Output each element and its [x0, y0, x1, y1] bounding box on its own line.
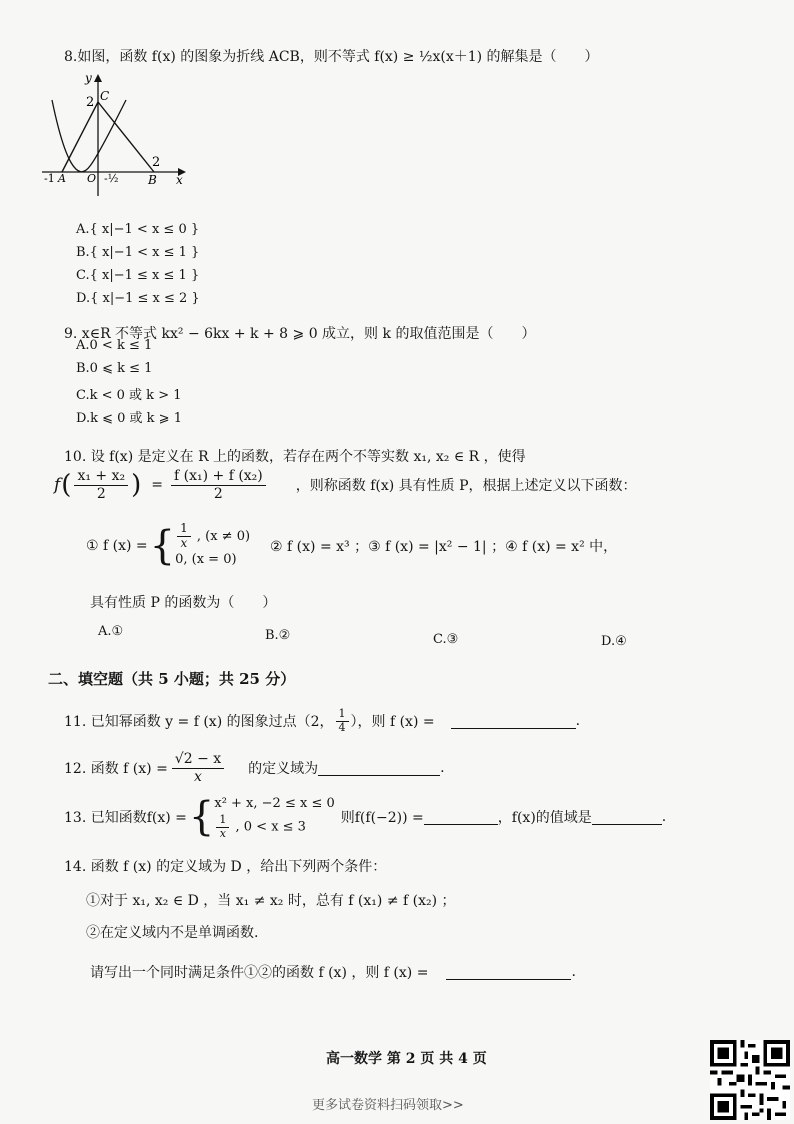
q9-option-b: B.0 ⩽ k ≤ 1	[76, 361, 153, 376]
q9-option-a: A.0 < k ≤ 1	[76, 338, 153, 353]
label-a: A	[58, 172, 66, 185]
q11-fraction	[336, 708, 349, 734]
label-b: B	[148, 173, 157, 187]
q12-prefix: 12. 函数 f (x) =	[64, 761, 168, 777]
q10-functions-line	[86, 516, 617, 576]
page-footer: 高一数学 第 2 页 共 4 页	[326, 1051, 487, 1067]
f1-case2: 0, (x = 0)	[175, 552, 237, 568]
q10-line1: 10. 设 f(x) 是定义在 R 上的函数，若存在两个不等实数 x₁, x₂ ∈ R ，使得	[64, 449, 526, 465]
f1-case1-cond: , (x ≠ 0)	[196, 528, 251, 544]
q12-answer-blank[interactable]	[318, 761, 440, 776]
q13-case2-num: 1	[216, 814, 229, 828]
q11-suffix: ），则 f (x) =	[350, 714, 435, 730]
q10-option-c: C.③	[433, 632, 459, 647]
q11-frac-num: 1	[336, 708, 349, 722]
q8-option-a: A.{ x|−1 < x ≤ 0 }	[76, 222, 200, 237]
q8-stem: 8.如图，函数 f(x) 的图象为折线 ACB，则不等式 f(x) ≥ ½x(x＋1) 的解集是（ ）	[64, 49, 599, 65]
q13-case2-cond: , 0 < x ≤ 3	[235, 819, 306, 835]
q8-option-b: B.{ x|−1 < x ≤ 1 }	[76, 245, 200, 260]
q14-cond2: ②在定义域内不是单调函数.	[86, 925, 259, 941]
q13-line	[64, 794, 666, 840]
lhs-denominator: 2	[96, 485, 106, 502]
right-paren: )	[131, 470, 142, 500]
parabola	[52, 100, 126, 172]
q13-cases	[214, 794, 334, 840]
q10-line2-tail: ，则称函数 f(x) 具有性质 P，根据上述定义以下函数：	[295, 478, 637, 494]
q10-option-b: B.②	[265, 628, 291, 643]
qr-code-icon[interactable]	[710, 1040, 790, 1120]
q13-case1: x² + x, −2 ≤ x ≤ 0	[214, 795, 335, 811]
equals-sign: =	[151, 477, 163, 493]
q13-answer-blank-2[interactable]	[592, 810, 662, 825]
q13-middle: 则f(f(−2)) =	[340, 810, 424, 826]
q10-definition-line	[54, 463, 637, 507]
left-paren: (	[61, 470, 72, 500]
label-y: y	[85, 71, 92, 85]
q14-ask: 请写出一个同时满足条件①②的函数 f (x) ，则 f (x) =	[90, 965, 429, 981]
f1-prefix: ① f (x) =	[86, 538, 148, 554]
q8-graph	[40, 70, 190, 200]
q14-ask-line	[90, 962, 576, 982]
section2-title: 二、填空题（共 5 小题；共 25 分）	[48, 670, 296, 688]
q13-prefix: 13. 已知函数f(x) =	[64, 810, 187, 826]
q9-option-c: C.k < 0 或 k > 1	[76, 388, 182, 403]
label-2x: 2	[152, 155, 161, 170]
q13-period: .	[661, 809, 667, 825]
q14-line1: 14. 函数 f (x) 的定义域为 D ，给出下列两个条件：	[64, 859, 387, 875]
q11-period: .	[575, 713, 581, 729]
scan-more-text: 更多试卷资料扫码领取>>	[312, 1098, 464, 1113]
f1-case1-den: x	[180, 535, 188, 550]
q14-cond1: ①对于 x₁, x₂ ∈ D ，当 x₁ ≠ x₂ 时，总有 f (x₁) ≠ f (x₂) ；	[86, 893, 456, 909]
q13-case2-den: x	[219, 826, 226, 840]
f1-case1	[175, 522, 250, 551]
q10-option-d: D.④	[601, 634, 627, 649]
f1-brace: {	[149, 523, 176, 569]
q8-option-c: C.{ x|−1 ≤ x ≤ 1 }	[76, 268, 200, 283]
q11-prefix: 11. 已知幂函数 y = f (x) 的图象过点（2，	[64, 714, 334, 730]
f1-cases	[175, 522, 250, 571]
q12-suffix: 的定义域为	[248, 761, 319, 777]
q14-answer-blank[interactable]	[446, 965, 571, 980]
label-neg1: -1	[44, 172, 55, 185]
lhs-numerator: x₁ + x₂	[74, 468, 128, 485]
q12-fraction	[172, 751, 224, 784]
q12-line	[64, 748, 445, 788]
rhs-numerator: f (x₁) + f (x₂)	[171, 468, 266, 485]
q13-case2	[214, 814, 334, 840]
label-o: O	[87, 172, 97, 185]
label-x: x	[176, 173, 183, 187]
q11-answer-blank[interactable]	[451, 714, 576, 729]
label-c: C	[100, 89, 110, 103]
q12-num: √2 − x	[172, 751, 224, 768]
q9-option-d: D.k ⩽ 0 或 k ⩾ 1	[76, 411, 182, 426]
polyline-acb	[62, 102, 154, 172]
q14-period: .	[571, 964, 576, 980]
label-2y: 2	[86, 95, 95, 110]
q11-line	[64, 704, 580, 738]
q10-line4: 具有性质 P 的函数为（ ）	[90, 595, 277, 611]
rhs-denominator: 2	[213, 485, 223, 502]
q10-option-a: A.①	[98, 624, 124, 639]
lhs-fraction	[74, 468, 128, 501]
q11-frac-den: 4	[338, 720, 346, 734]
f-symbol: f	[54, 475, 61, 495]
q13-tail: ，f(x)的值域是	[497, 810, 592, 826]
q8-option-d: D.{ x|−1 ≤ x ≤ 2 }	[76, 291, 200, 306]
y-axis-arrow	[94, 74, 102, 82]
label-neg-half: -½	[104, 172, 119, 185]
q13-brace: {	[188, 794, 215, 840]
q10-other-functions: ② f (x) = x³ ；③ f (x) = |x² − 1| ；④ f (x) = x² 中，	[270, 539, 618, 555]
q13-answer-blank-1[interactable]	[424, 810, 498, 825]
q9-stem: 9. x∈R 不等式 kx² − 6kx + k + 8 ⩾ 0 成立，则 k 的取值范围是（ ）	[64, 326, 536, 342]
q12-period: .	[440, 760, 445, 776]
f1-case1-num: 1	[177, 522, 191, 537]
rhs-fraction	[171, 468, 266, 501]
q12-den: x	[194, 768, 202, 785]
